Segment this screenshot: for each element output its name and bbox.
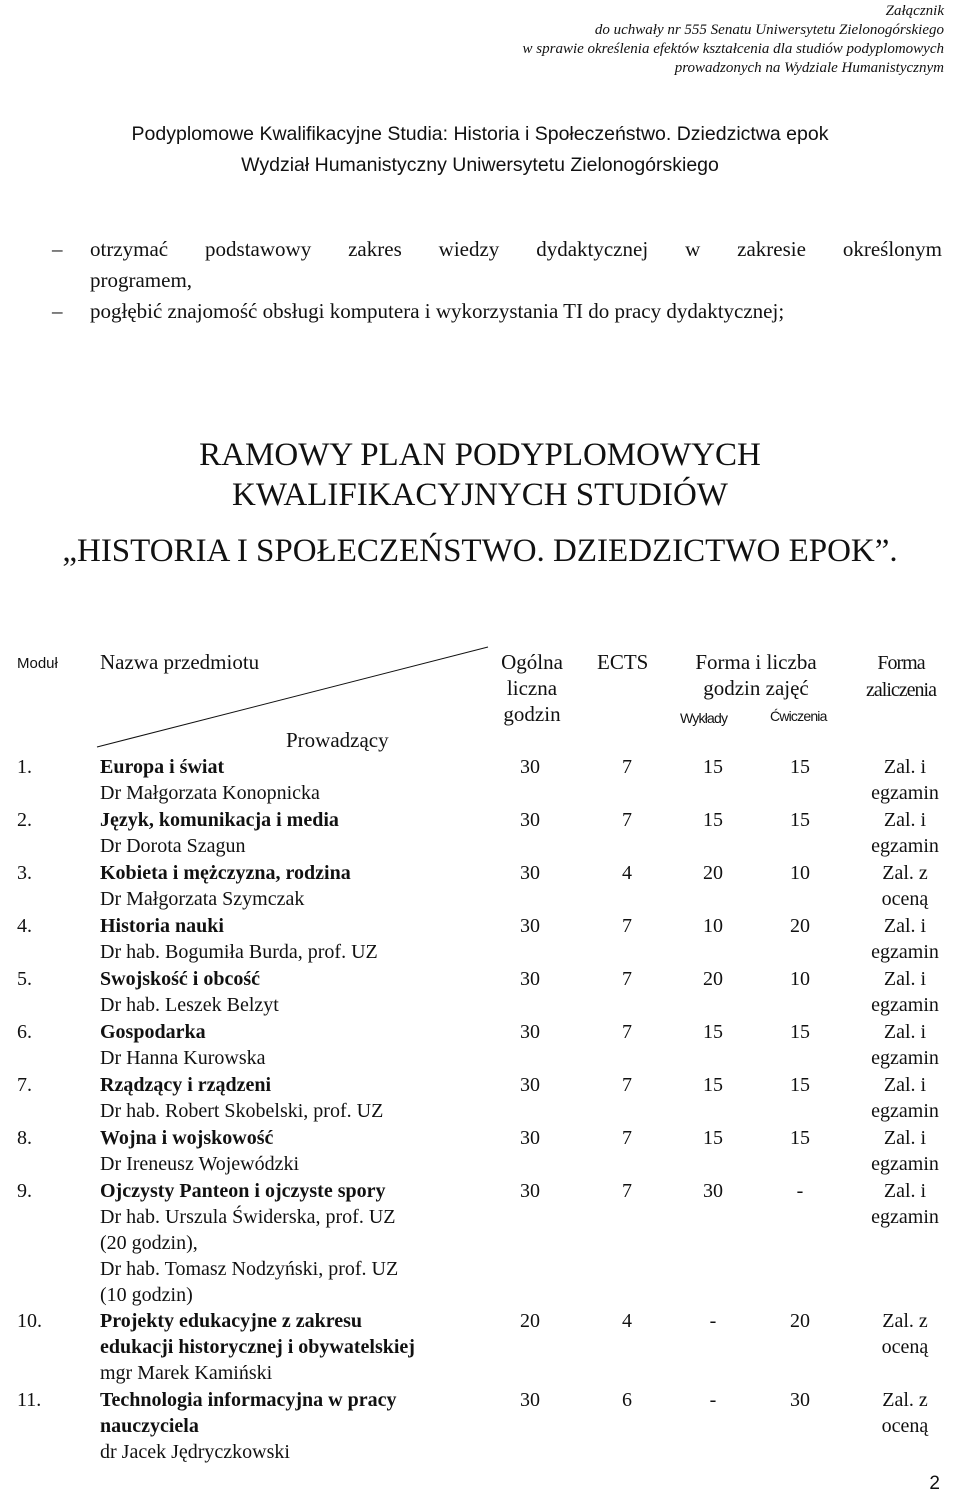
subject-name: Projekty edukacyjne z zakresu	[100, 1310, 363, 1332]
subject-name: Gospodarka	[100, 1021, 206, 1043]
total-hours-cell: 20	[520, 1310, 540, 1332]
module-number: 6.	[17, 1021, 32, 1043]
assessment-line: oceną	[881, 1415, 929, 1437]
note-line: w sprawie określenia efektów kształcenia dla studiów podyplomowych	[522, 41, 944, 57]
lecturer-name: Dr hab. Tomasz Nodzyński, prof. UZ	[100, 1258, 399, 1280]
header-form-hours-line: godzin zajęć	[703, 676, 809, 700]
lecturer-name: (20 godzin),	[100, 1232, 198, 1254]
assessment-line: Zal. i	[883, 1127, 927, 1149]
subject-cell	[100, 1125, 480, 1177]
subject-name: Ojczysty Panteon i ojczyste spory	[100, 1180, 386, 1202]
assessment-line: egzamin	[871, 782, 939, 804]
lecturer-name: Dr Małgorzata Konopnicka	[100, 782, 320, 804]
list-item	[52, 296, 942, 327]
assessment-line: Zal. i	[883, 756, 927, 778]
lecturer-name: Dr Małgorzata Szymczak	[100, 888, 305, 910]
module-number: 3.	[17, 862, 32, 884]
assessment-line: egzamin	[871, 1047, 939, 1069]
header-total-hours-line: godzin	[503, 702, 561, 726]
module-number: 5.	[17, 968, 32, 990]
assessment-line: Zal. i	[883, 915, 927, 937]
dash-icon: –	[52, 237, 63, 261]
header-assessment-line: zaliczenia	[866, 679, 936, 701]
ects-cell: 7	[622, 809, 632, 831]
assessment-cell	[846, 807, 960, 859]
module-number: 1.	[17, 756, 32, 778]
ects-cell: 4	[622, 862, 632, 884]
document-title-line-1: RAMOWY PLAN PODYPLOMOWYCH	[199, 437, 761, 473]
module-number: 7.	[17, 1074, 32, 1096]
note-line: do uchwały nr 555 Senatu Uniwersytetu Zielonogórskiego	[594, 22, 944, 38]
ects-cell: 7	[622, 915, 632, 937]
module-number: 9.	[17, 1180, 32, 1202]
assessment-line: egzamin	[871, 835, 939, 857]
page-number: 2	[929, 1473, 940, 1494]
subject-cell	[100, 860, 480, 912]
subject-cell	[100, 1072, 480, 1124]
assessment-cell	[846, 1387, 960, 1439]
assessment-line: Zal. z	[882, 1310, 928, 1332]
header-total-hours-line: Ogólna	[501, 650, 563, 674]
document-title-line-2: KWALIFIKACYJNYCH STUDIÓW	[232, 477, 728, 513]
total-hours-cell: 30	[520, 756, 540, 778]
lectures-cell: 30	[703, 1180, 723, 1202]
lecturer-name: (10 godzin)	[100, 1284, 193, 1306]
page-header	[0, 119, 960, 181]
exercises-cell: 15	[790, 1074, 810, 1096]
subject-name: Kobieta i mężczyzna, rodzina	[100, 862, 351, 884]
header-total-hours	[492, 649, 572, 727]
ects-cell: 7	[622, 1074, 632, 1096]
assessment-cell	[846, 913, 960, 965]
module-number: 10.	[17, 1310, 42, 1332]
assessment-cell	[846, 860, 960, 912]
subject-name: Wojna i wojskowość	[100, 1127, 274, 1149]
assessment-line: Zal. i	[883, 809, 927, 831]
subject-cell	[100, 754, 480, 806]
document-title-line-3: „HISTORIA I SPOŁECZEŃSTWO. DZIEDZICTWO EPOK”.	[62, 533, 898, 569]
subject-name: Historia nauki	[100, 915, 224, 937]
assessment-line: egzamin	[871, 994, 939, 1016]
assessment-cell	[846, 1019, 960, 1071]
assessment-line: egzamin	[871, 1206, 939, 1228]
assessment-cell	[846, 1072, 960, 1124]
subject-cell	[100, 1387, 480, 1465]
header-assessment-line: Forma	[877, 652, 925, 674]
assessment-line: Zal. i	[883, 1074, 927, 1096]
assessment-cell	[846, 966, 960, 1018]
lectures-cell: 15	[703, 1074, 723, 1096]
exercises-cell: 15	[790, 1127, 810, 1149]
header-line-1: Podyplomowe Kwalifikacyjne Studia: Historia i Społeczeństwo. Dziedzictwa epok	[131, 123, 829, 145]
total-hours-cell: 30	[520, 862, 540, 884]
lectures-cell: -	[709, 1389, 717, 1411]
subject-name: Rządzący i rządzeni	[100, 1074, 272, 1096]
lectures-cell: 10	[703, 915, 723, 937]
total-hours-cell: 30	[520, 1127, 540, 1149]
lecturer-name: Dr Hanna Kurowska	[100, 1047, 266, 1069]
list-item	[52, 234, 942, 296]
subject-name: Swojskość i obcość	[100, 968, 261, 990]
header-assessment-form	[846, 650, 956, 704]
ects-cell: 7	[622, 1127, 632, 1149]
assessment-line: egzamin	[871, 1153, 939, 1175]
exercises-cell: 15	[790, 756, 810, 778]
assessment-cell	[846, 754, 960, 806]
lectures-cell: 15	[703, 1127, 723, 1149]
lecturer-name: Dr Dorota Szagun	[100, 835, 246, 857]
note-line: prowadzonych na Wydziale Humanistycznym	[674, 60, 944, 76]
module-number: 11.	[17, 1389, 42, 1411]
assessment-line: oceną	[881, 888, 929, 910]
note-line: Załącznik	[885, 3, 944, 19]
assessment-cell	[846, 1308, 960, 1360]
list-item-text-continued: programem,	[90, 268, 193, 292]
header-form-hours-line: Forma i liczba	[695, 650, 817, 674]
assessment-cell	[846, 1125, 960, 1177]
goals-list	[52, 234, 942, 327]
exercises-cell: -	[796, 1180, 804, 1202]
header-exercises: Ćwiczenia	[770, 708, 827, 724]
subject-cell	[100, 966, 480, 1018]
subject-name: edukacji historycznej i obywatelskiej	[100, 1336, 415, 1358]
assessment-line: Zal. z	[882, 862, 928, 884]
assessment-line: Zal. i	[883, 968, 927, 990]
header-total-hours-line: liczna	[506, 676, 558, 700]
assessment-cell	[846, 1178, 960, 1230]
lecturer-name: Dr hab. Urszula Świderska, prof. UZ	[100, 1206, 396, 1228]
ects-cell: 6	[622, 1389, 632, 1411]
module-number: 8.	[17, 1127, 32, 1149]
lecturer-name: Dr hab. Robert Skobelski, prof. UZ	[100, 1100, 384, 1122]
dash-icon: –	[52, 299, 63, 323]
ects-cell: 7	[622, 756, 632, 778]
exercises-cell: 15	[790, 1021, 810, 1043]
assessment-line: egzamin	[871, 941, 939, 963]
assessment-line: Zal. z	[882, 1389, 928, 1411]
ects-cell: 7	[622, 968, 632, 990]
total-hours-cell: 30	[520, 1074, 540, 1096]
module-number: 4.	[17, 915, 32, 937]
exercises-cell: 20	[790, 915, 810, 937]
subject-cell	[100, 1308, 480, 1386]
table-header	[0, 645, 960, 755]
subject-cell	[100, 1019, 480, 1071]
list-item-text: otrzymać podstawowy zakres wiedzy dydaktycznej w zakresie określonym	[90, 237, 942, 261]
total-hours-cell: 30	[520, 809, 540, 831]
exercises-cell: 10	[790, 862, 810, 884]
lecturer-name: Dr hab. Bogumiła Burda, prof. UZ	[100, 941, 378, 963]
total-hours-cell: 30	[520, 1021, 540, 1043]
assessment-line: egzamin	[871, 1100, 939, 1122]
lectures-cell: 15	[703, 756, 723, 778]
assessment-line: oceną	[881, 1336, 929, 1358]
lectures-cell: 20	[703, 862, 723, 884]
subject-name: Technologia informacyjna w pracy	[100, 1389, 397, 1411]
lecturer-name: Dr Ireneusz Wojewódzki	[100, 1153, 300, 1175]
exercises-cell: 10	[790, 968, 810, 990]
header-module: Moduł	[17, 655, 58, 672]
lectures-cell: -	[709, 1310, 717, 1332]
subject-cell	[100, 807, 480, 859]
header-line-2: Wydział Humanistyczny Uniwersytetu Zielonogórskiego	[241, 154, 719, 176]
lecturer-name: mgr Marek Kamiński	[100, 1362, 273, 1384]
assessment-line: Zal. i	[883, 1021, 927, 1043]
attachment-note	[523, 2, 944, 78]
subject-name: Język, komunikacja i media	[100, 809, 339, 831]
header-form-hours	[676, 649, 836, 701]
total-hours-cell: 30	[520, 915, 540, 937]
lecturer-name: dr Jacek Jędryczkowski	[100, 1441, 290, 1463]
total-hours-cell: 30	[520, 1389, 540, 1411]
total-hours-cell: 30	[520, 1180, 540, 1202]
exercises-cell: 30	[790, 1389, 810, 1411]
lectures-cell: 15	[703, 809, 723, 831]
ects-cell: 4	[622, 1310, 632, 1332]
subject-cell	[100, 913, 480, 965]
exercises-cell: 20	[790, 1310, 810, 1332]
subject-name: nauczyciela	[100, 1415, 199, 1437]
header-lecturer: Prowadzący	[286, 728, 389, 752]
ects-cell: 7	[622, 1021, 632, 1043]
lecturer-name: Dr hab. Leszek Belzyt	[100, 994, 279, 1016]
header-ects: ECTS	[597, 650, 649, 674]
exercises-cell: 15	[790, 809, 810, 831]
list-item-text: pogłębić znajomość obsługi komputera i wykorzystania TI do pracy dydaktycznej;	[90, 299, 785, 323]
lectures-cell: 20	[703, 968, 723, 990]
subject-name: Europa i świat	[100, 756, 225, 778]
header-lectures: Wykłady	[680, 710, 728, 726]
assessment-line: Zal. i	[883, 1180, 927, 1202]
lectures-cell: 15	[703, 1021, 723, 1043]
ects-cell: 7	[622, 1180, 632, 1202]
subject-cell	[100, 1178, 480, 1308]
header-subject-name: Nazwa przedmiotu	[100, 650, 260, 674]
total-hours-cell: 30	[520, 968, 540, 990]
module-number: 2.	[17, 809, 32, 831]
